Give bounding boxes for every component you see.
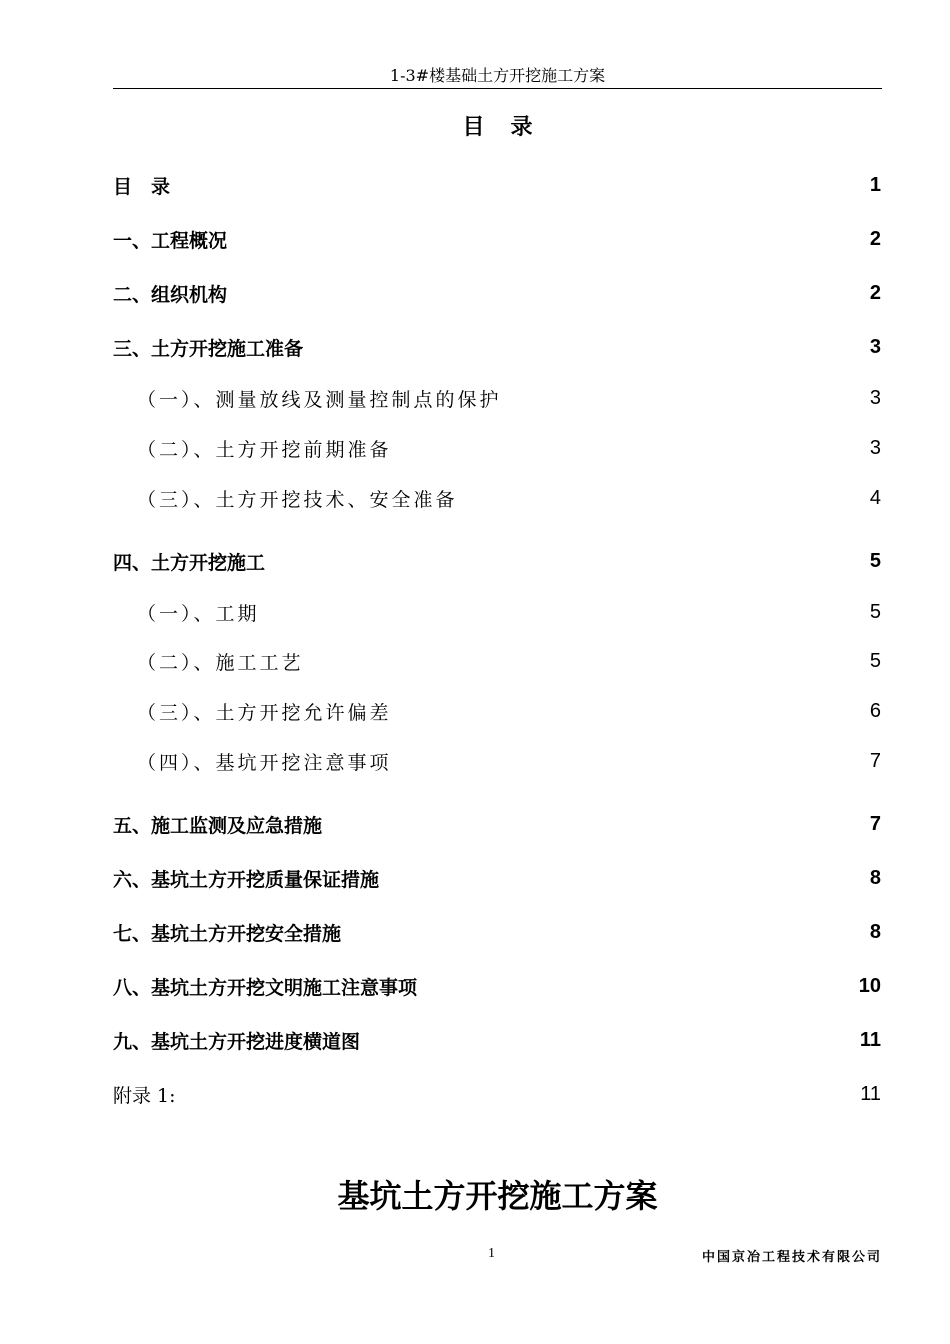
toc-entry-page: 3 [869,386,881,409]
toc-entry-label: 七、基坑土方开挖安全措施 [113,922,342,945]
toc-entry[interactable] [113,972,882,1000]
toc-entry-page: 6 [869,699,881,722]
toc-entry-page: 5 [869,600,881,623]
toc-entry-page: 2 [869,281,881,304]
toc-entry-label: 三、土方开挖施工准备 [113,337,304,360]
toc-title: 目录 [462,115,559,140]
toc-entry[interactable] [113,918,882,946]
document-title: 基坑土方开挖施工方案 [337,1177,658,1215]
toc-entry-label: 一、工程概况 [113,229,228,252]
toc-entry-label: 六、基坑土方开挖质量保证措施 [113,868,380,891]
toc-entry-page: 10 [858,974,881,997]
toc-entry-label: 四、土方开挖施工 [113,551,266,574]
toc-entry-label: （二）、土方开挖前期准备 [137,438,392,461]
toc-entry-page: 5 [869,649,881,672]
toc-entry[interactable] [113,225,882,253]
toc-entry-page: 8 [869,920,881,943]
toc-entry-label: （一）、工期 [137,602,260,625]
toc-entry-label: （一）、测量放线及测量控制点的保护 [137,388,502,411]
header-rule [113,88,882,89]
toc-entry-label: 二、组织机构 [113,283,228,306]
footer-company: 中国京冶工程技术有限公司 [701,1250,882,1265]
running-header: 1-3#楼基础土方开挖施工方案 [389,66,606,85]
toc-entry-label: 附录 1: [113,1084,176,1107]
toc-subentry[interactable] [113,747,882,775]
toc-entry-page: 2 [869,227,881,250]
toc-subentry[interactable] [113,384,882,412]
toc-entry[interactable] [113,864,882,892]
toc-entry[interactable] [113,1026,882,1054]
toc-entry-label: （四）、基坑开挖注意事项 [137,751,392,774]
toc-entry-page: 8 [869,866,881,889]
toc-subentry[interactable] [113,598,882,626]
toc-entry-label: 五、施工监测及应急措施 [113,814,323,837]
toc-entry-page: 3 [869,335,881,358]
toc-entry-page: 7 [869,749,881,772]
toc-entry[interactable] [113,810,882,838]
toc-entry-page: 11 [859,1028,881,1051]
toc-subentry[interactable] [113,434,882,462]
toc-entry-page: 3 [869,436,881,459]
toc-entry-page: 1 [869,173,881,196]
toc-entry[interactable] [113,279,882,307]
toc-entry[interactable] [113,333,882,361]
toc-entry-appendix[interactable] [113,1080,882,1108]
toc-entry-page: 11 [860,1082,881,1105]
toc-entry-page: 7 [869,812,881,835]
toc-entry[interactable] [113,171,882,199]
toc-entry-label: （二）、施工工艺 [137,651,304,674]
toc-entry-label: 九、基坑土方开挖进度横道图 [113,1030,361,1053]
toc-subentry[interactable] [113,697,882,725]
toc-entry-page: 4 [869,486,881,509]
toc-entry[interactable] [113,547,882,575]
footer-page-number: 1 [488,1246,495,1261]
toc-entry-label: （三）、土方开挖技术、安全准备 [137,488,458,511]
toc-entry-label: （三）、土方开挖允许偏差 [137,701,392,724]
toc-entry-label: 八、基坑土方开挖文明施工注意事项 [113,976,418,999]
toc-subentry[interactable] [113,484,882,512]
toc-entry-page: 5 [869,549,881,572]
toc-entry-label: 目 录 [113,175,171,198]
toc-subentry[interactable] [113,647,882,675]
